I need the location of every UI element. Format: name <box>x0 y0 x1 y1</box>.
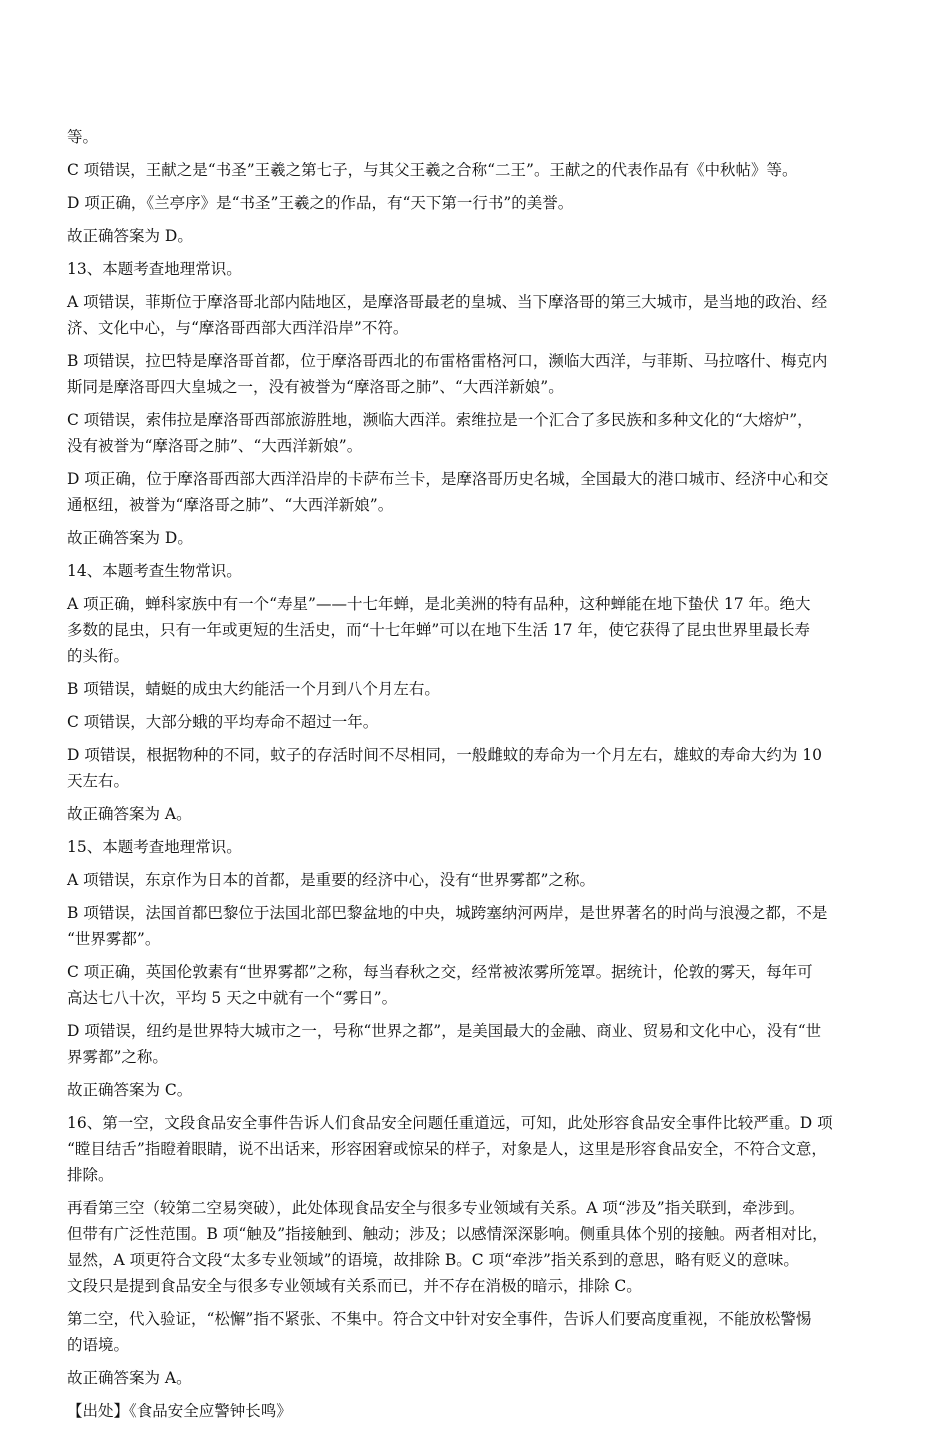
document-page <box>67 124 897 1431</box>
paragraph <box>67 834 897 860</box>
text-line: D 项正确，《兰亭序》是“书圣”王羲之的作品，有“天下第一行书”的美誉。 <box>67 194 574 212</box>
text-line: D 项错误，根据物种的不同，蚊子的存活时间不尽相同，一般雌蚊的寿命为一个月左右，雄蚊的寿命大约为 10 <box>67 746 823 764</box>
text-line: D 项正确，位于摩洛哥西部大西洋沿岸的卡萨布兰卡，是摩洛哥历史名城，全国最大的港口城市、经济中心和交 <box>67 470 829 488</box>
paragraph <box>67 256 897 282</box>
text-line: 13、本题考查地理常识。 <box>67 260 242 278</box>
text-line: B 项错误，法国首都巴黎位于法国北部巴黎盆地的中央，城跨塞纳河两岸，是世界著名的时尚与浪漫之都，不是 <box>67 904 828 922</box>
text-line: “世界雾都”。 <box>67 930 161 948</box>
paragraph <box>67 157 897 183</box>
paragraph <box>67 348 897 400</box>
paragraph <box>67 1306 897 1358</box>
text-line: A 项错误，东京作为日本的首都，是重要的经济中心，没有“世界雾都”之称。 <box>67 871 595 889</box>
text-line: 多数的昆虫，只有一年或更短的生活史，而“十七年蝉”可以在地下生活 17 年，使它获得了昆虫世界里最长寿 <box>67 621 810 639</box>
text-line: 的语境。 <box>67 1336 130 1354</box>
paragraph <box>67 466 897 518</box>
text-line: “瞠目结舌”指瞪着眼睛，说不出话来，形容困窘或惊呆的样子，对象是人，这里是形容食品安全，不符合文意， <box>67 1140 827 1158</box>
paragraph <box>67 709 897 735</box>
paragraph <box>67 124 897 150</box>
paragraph <box>67 1110 897 1188</box>
text-line: C 项正确，英国伦敦素有“世界雾都”之称，每当春秋之交，经常被浓雾所笼罩。据统计，伦敦的雾天，每年可 <box>67 963 813 981</box>
paragraph <box>67 1195 897 1299</box>
paragraph <box>67 867 897 893</box>
text-line: D 项错误，纽约是世界特大城市之一，号称“世界之都”，是美国最大的金融、商业、贸易和文化中心，没有“世 <box>67 1022 822 1040</box>
paragraph <box>67 1077 897 1103</box>
text-line: 显然，A 项更符合文段“太多专业领域”的语境，故排除 B。C 项“牵涉”指关系到的意思，略有贬义的意味。 <box>67 1251 799 1269</box>
text-line: 16、第一空，文段食品安全事件告诉人们食品安全问题任重道远，可知，此处形容食品安全事件比较严重。D 项 <box>67 1114 833 1132</box>
text-line: 再看第三空（较第二空易突破），此处体现食品安全与很多专业领域有关系。A 项“涉及”指关联到，牵涉到。 <box>67 1199 805 1217</box>
text-line: 14、本题考查生物常识。 <box>67 562 242 580</box>
paragraph <box>67 1365 897 1391</box>
text-line: 15、本题考查地理常识。 <box>67 838 242 856</box>
text-line: B 项错误，拉巴特是摩洛哥首都，位于摩洛哥西北的布雷格雷格河口，濒临大西洋，与菲斯、马拉喀什、梅克内 <box>67 352 828 370</box>
paragraph <box>67 223 897 249</box>
paragraph <box>67 407 897 459</box>
text-line: C 项错误，索伟拉是摩洛哥西部旅游胜地，濒临大西洋。索维拉是一个汇合了多民族和多种文化的“大熔炉”， <box>67 411 813 429</box>
text-line: 故正确答案为 D。 <box>67 227 193 245</box>
text-line: 【出处】《食品安全应警钟长鸣》 <box>67 1402 292 1420</box>
paragraph <box>67 742 897 794</box>
text-line: 第二空，代入验证，“松懈”指不紧张、不集中。符合文中针对安全事件，告诉人们要高度重视，不能放松警惕 <box>67 1310 812 1328</box>
paragraph <box>67 959 897 1011</box>
paragraph <box>67 1018 897 1070</box>
text-line: 高达七八十次，平均 5 天之中就有一个“雾日”。 <box>67 989 398 1007</box>
paragraph <box>67 676 897 702</box>
paragraph <box>67 190 897 216</box>
text-line: A 项错误，菲斯位于摩洛哥北部内陆地区，是摩洛哥最老的皇城、当下摩洛哥的第三大城市，是当地的政治、经 <box>67 293 828 311</box>
text-line: 文段只是提到食品安全与很多专业领域有关系而已，并不存在消极的暗示，排除 C。 <box>67 1277 642 1295</box>
text-line: A 项正确，蝉科家族中有一个“寿星”——十七年蝉，是北美洲的特有品种，这种蝉能在地下蛰伏 17 年。绝大 <box>67 595 811 613</box>
text-line: 故正确答案为 C。 <box>67 1081 193 1099</box>
text-line: 通枢纽，被誉为“摩洛哥之肺”、“大西洋新娘”。 <box>67 496 394 514</box>
text-line: 故正确答案为 A。 <box>67 1369 192 1387</box>
text-line: 界雾都”之称。 <box>67 1048 168 1066</box>
text-line: C 项错误，王献之是“书圣”王羲之第七子，与其父王羲之合称“二王”。王献之的代表作品有《中秋帖》等。 <box>67 161 798 179</box>
text-line: 故正确答案为 D。 <box>67 529 193 547</box>
paragraph <box>67 558 897 584</box>
paragraph <box>67 801 897 827</box>
text-line: B 项错误，蜻蜓的成虫大约能活一个月到八个月左右。 <box>67 680 440 698</box>
text-line: 但带有广泛性范围。B 项“触及”指接触到、触动；涉及；以感情深深影响。侧重具体个别的接触。两者相对比， <box>67 1225 828 1243</box>
paragraph <box>67 525 897 551</box>
paragraph <box>67 591 897 669</box>
text-line: 排除。 <box>67 1166 114 1184</box>
paragraph <box>67 1398 897 1424</box>
text-line: 济、文化中心，与“摩洛哥西部大西洋沿岸”不符。 <box>67 319 409 337</box>
text-line: 斯同是摩洛哥四大皇城之一，没有被誉为“摩洛哥之肺”、“大西洋新娘”。 <box>67 378 564 396</box>
paragraph <box>67 900 897 952</box>
text-line: C 项错误，大部分蛾的平均寿命不超过一年。 <box>67 713 379 731</box>
text-line: 等。 <box>67 128 99 146</box>
text-line: 故正确答案为 A。 <box>67 805 192 823</box>
paragraph <box>67 289 897 341</box>
text-line: 的头衔。 <box>67 647 130 665</box>
text-line: 天左右。 <box>67 772 130 790</box>
text-line: 没有被誉为“摩洛哥之肺”、“大西洋新娘”。 <box>67 437 363 455</box>
